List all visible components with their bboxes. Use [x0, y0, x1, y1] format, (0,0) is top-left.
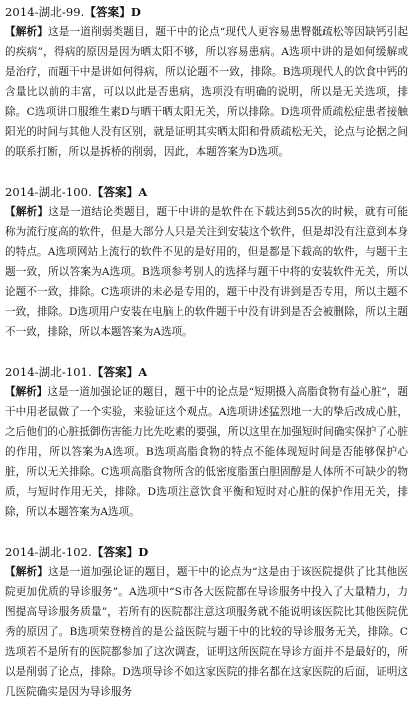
- analysis-tag: 【解析】: [5, 386, 48, 398]
- question-header: [5, 2, 408, 22]
- analysis-text: 这是一道结论类题目，题干中讲的是软件在下载达到55次的时候，就有可能称为流行度高的软件，但是大部分人只是关注到安装这个软件，但是却没有注意到本身的特点。A选项网站上流行的软件不见的是好用的，但是都是下载高的软件，与题干主题一致，所以答案为A选项。B选项参考别人的选择与题干中将的安装软件无关，所以论题不一致，排除。C选项讲的未必是专用的，题干中没有讲到是否专用，所以主题不一致，排除。D选项用户安装在电脑上的软件题干中没有讲到是否会被删除，所以主题不一致，排除，所以本题答案为A选项。: [5, 206, 408, 338]
- answer-value: A: [138, 185, 148, 199]
- analysis-text: 这是一道削弱类题目，题干中的论点“现代人更容易患臀骶疏松等因缺钙引起的疾病”，得病的原因是因为晒太阳不够，所以容易患病。A选项中讲的是如何缓解或是治疗，而题干中是讲如何得病，所以论题不一致，排除。B选项现代人的饮食中钙的含量比以前的丰富，可以以此是否患病，选项没有明确的说明，所以是无关选项，排除。C选项讲口服维生素D与晒干晒太阳无关，所以排除。D选项骨质疏松症患者接触阳光的时间与其他人没有区别，就是证明其实晒太阳和骨质疏松无关，论点与论据之间的联系打断，所以是拆桥的削弱，因此，本题答案为D选项。: [5, 26, 408, 158]
- question-header: [5, 542, 408, 562]
- question-99: [5, 2, 408, 182]
- analysis-text: 这是一道加强论证的题目，题干中的论点为“这是由于该医院提供了比其他医院更加优质的导诊服务”。A选项中“S市各大医院都在导诊服务中投入了大量精力，力图提高导诊服务质量”，若所有的医院都注意这项服务就不能说明该医院比其他医院优秀的原因了。B选项荣登榜首的是公益医院与题干中的比较的导诊服务无关，排除。C选项若不是所有的医院都参加了这次调查，证明这所医院在导诊方面并不是最好的，所以是削弱了论点，排除。D选项导诊不如这家医院的排名都在这家医院的后面，证明这几医院确实是因为导诊服务: [5, 566, 408, 698]
- question-id: 2014-湖北-102.: [5, 545, 92, 559]
- analysis-tag: 【解析】: [5, 566, 48, 578]
- question-header: [5, 362, 408, 382]
- analysis-tag: 【解析】: [5, 206, 49, 218]
- analysis-text: 这是一道加强论证的题目，题干中的论点是“短期摄入高脂食物有益心脏”，题干中用老鼠做了一个实验，来验证这个观点。A选项讲述猛烈地一大的挚后改成心脏，之后他们的心脏抵御伤害能力比先吃素的要强，所以这里在加强短时间确实保护了心脏的作用，所以答案为A选项。B选项高脂食物的特点不能体现短时间是否能够保护心脏，所以无关排除。C选项高脂食物所含的低密度脂蛋白胆固醇是人体所不可缺少的物质，与短时作用无关，排除。D选项注意饮食平衡和短时对心脏的保护作用无关，排除，所以本题答案为A选项。: [5, 386, 408, 518]
- answer-value: D: [138, 545, 149, 559]
- analysis-paragraph: [5, 22, 408, 182]
- answer-tag: 【答案】: [91, 185, 139, 199]
- question-id: 2014-湖北-101.: [5, 365, 92, 379]
- answer-value: A: [138, 365, 148, 379]
- question-header: [5, 182, 408, 202]
- analysis-tag: 【解析】: [5, 26, 48, 38]
- question-100: [5, 182, 408, 362]
- analysis-paragraph: [5, 382, 408, 542]
- answer-tag: 【答案】: [84, 5, 131, 19]
- answer-tag: 【答案】: [91, 365, 139, 379]
- question-id: 2014-湖北-99.: [5, 5, 85, 19]
- answer-value: D: [130, 5, 141, 19]
- answer-tag: 【答案】: [91, 545, 139, 559]
- question-102: [5, 542, 408, 698]
- question-101: [5, 362, 408, 542]
- analysis-paragraph: [5, 562, 408, 698]
- question-id: 2014-湖北-100.: [5, 185, 92, 199]
- analysis-paragraph: [5, 202, 408, 362]
